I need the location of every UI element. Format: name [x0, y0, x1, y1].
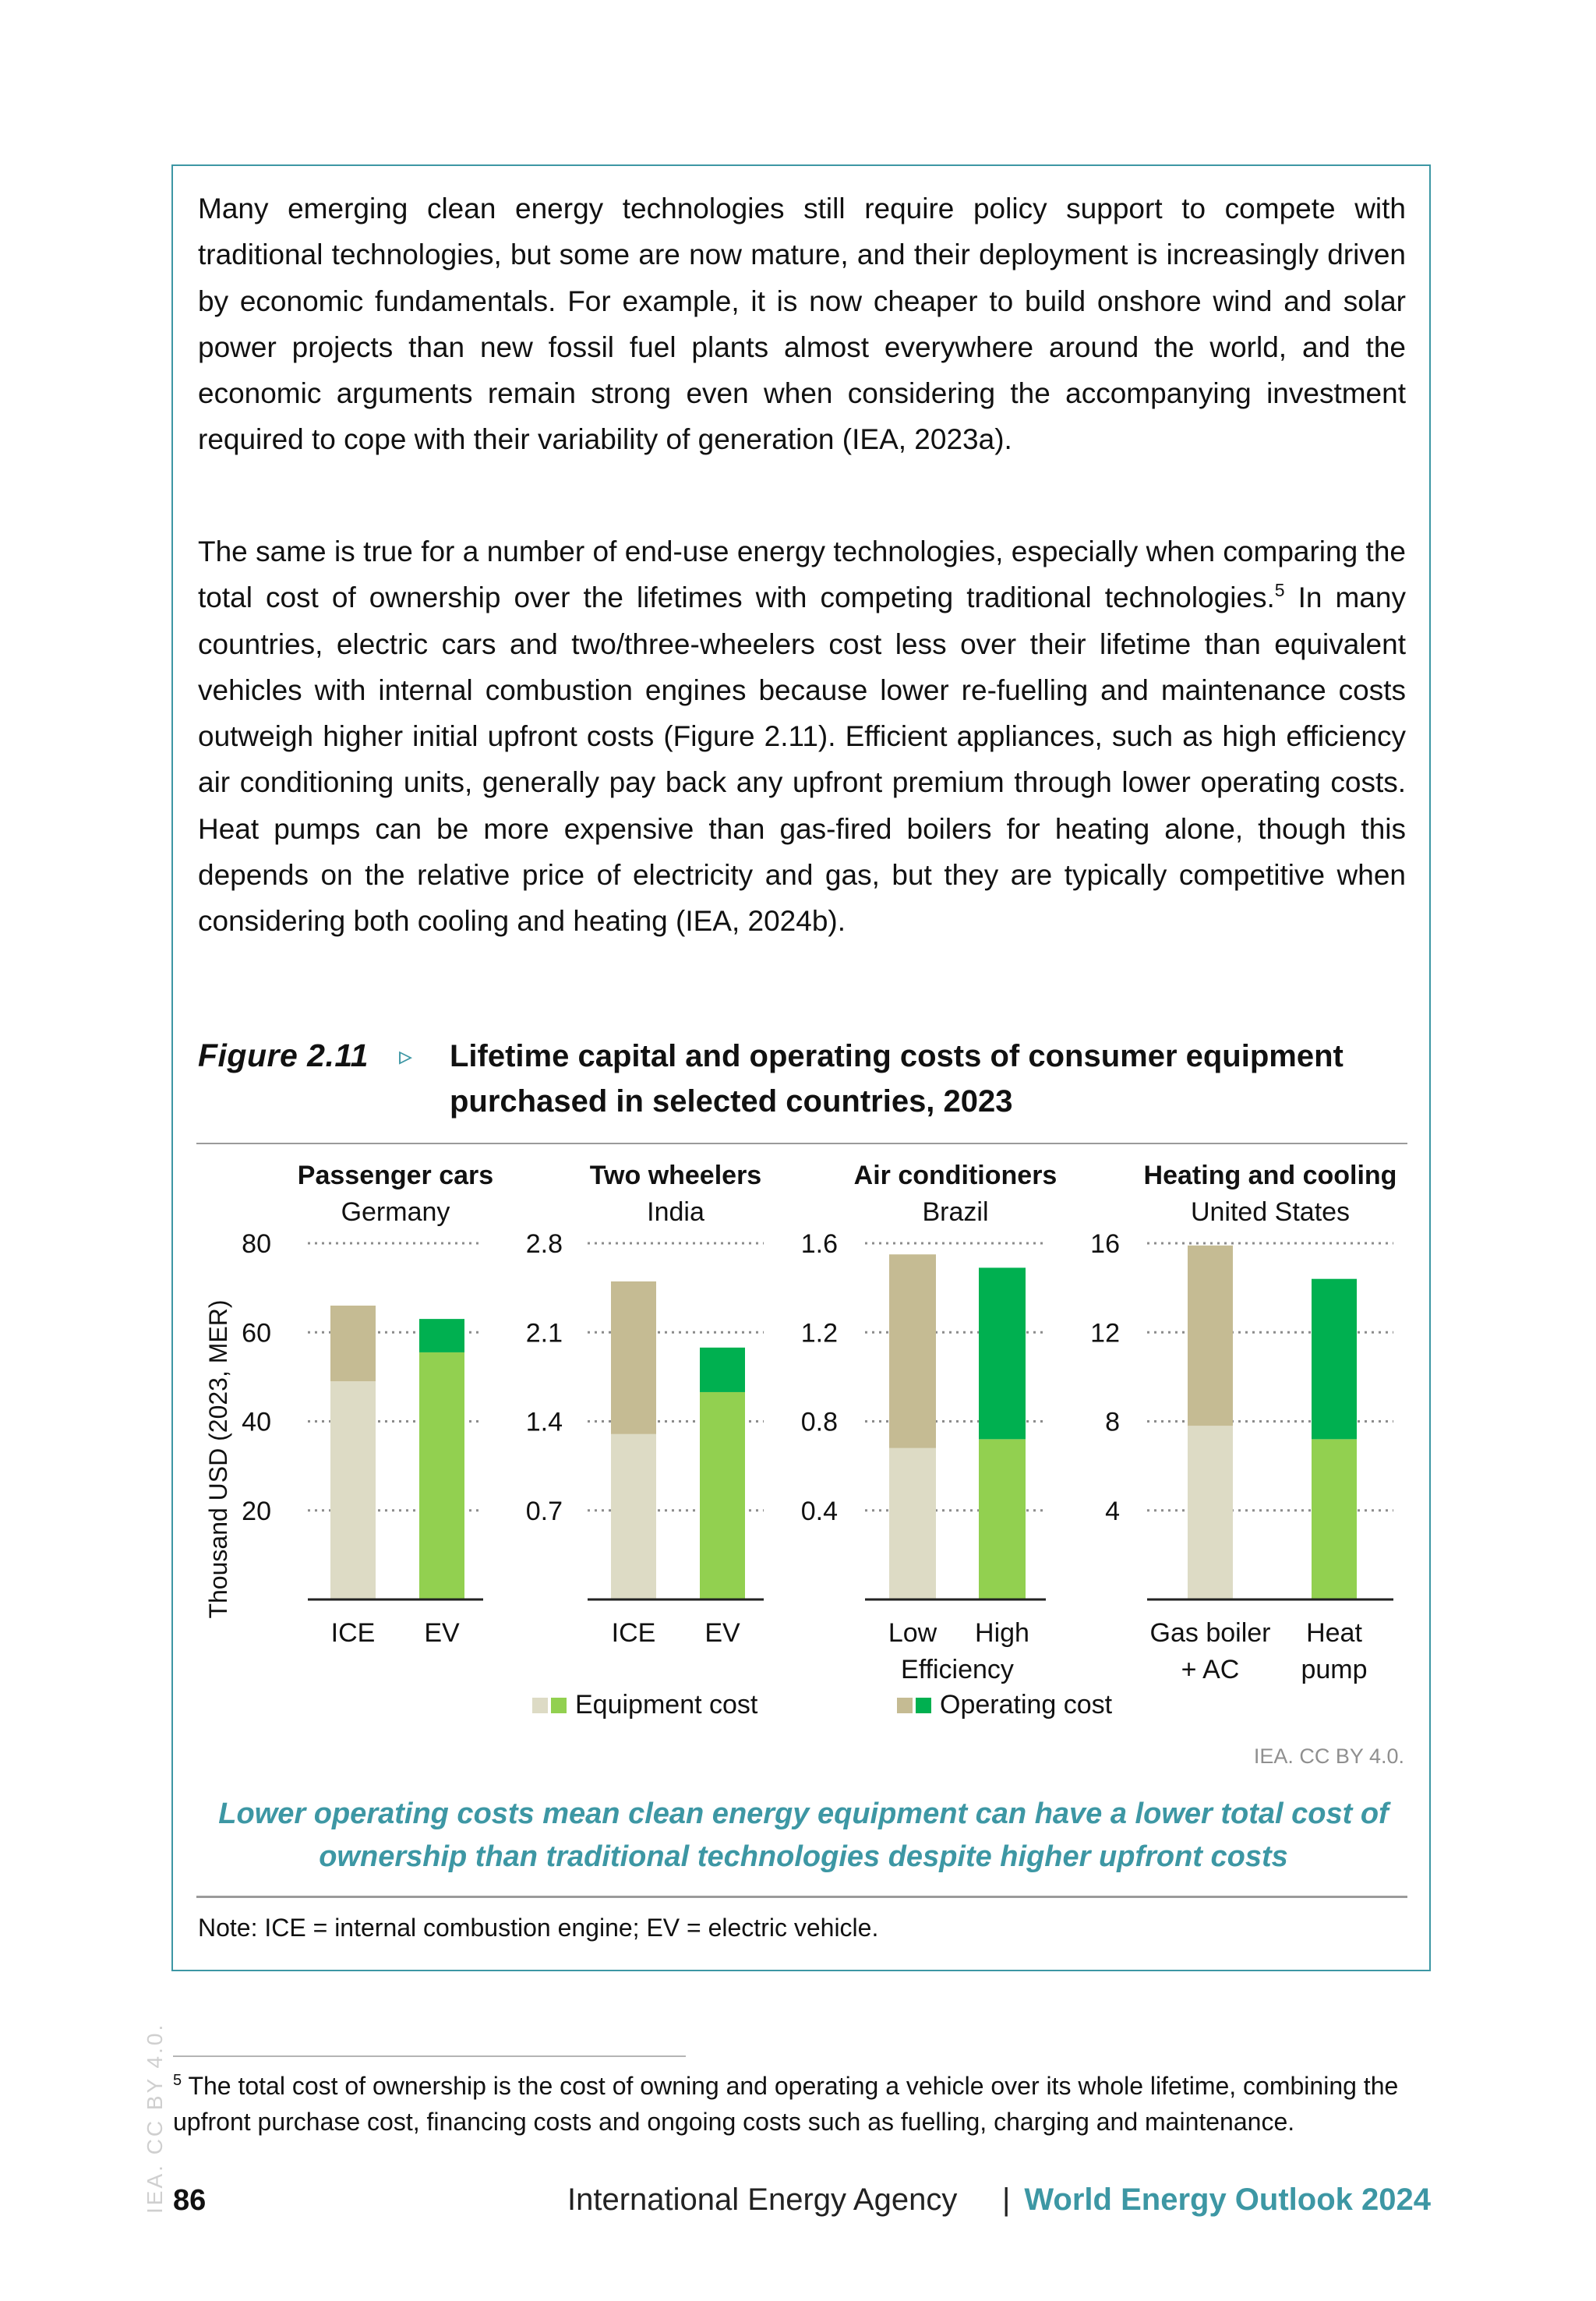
- y-tick-label: 2.1: [525, 1318, 563, 1348]
- y-tick-label: 12: [1090, 1318, 1120, 1348]
- x-category-label: High: [975, 1618, 1029, 1648]
- x-category-label: Gas boiler: [1149, 1618, 1271, 1648]
- y-axis-label: Thousand USD (2023, MER): [204, 1299, 232, 1619]
- x-category-label: ICE: [611, 1618, 656, 1648]
- figure-title: Lifetime capital and operating costs of consumer equipment purchased in selected countries, 2023: [450, 1039, 1344, 1119]
- bar-operating-cost: [611, 1281, 656, 1434]
- side-watermark: IEA. CC BY 4.0.: [143, 2022, 167, 2214]
- y-tick-label: 60: [242, 1318, 271, 1348]
- y-tick-label: 20: [242, 1496, 271, 1526]
- y-tick-label: 8: [1105, 1407, 1120, 1437]
- bar-equipment-cost: [700, 1392, 745, 1599]
- legend-label-operating: Operating cost: [940, 1690, 1113, 1720]
- legend-label-equipment: Equipment cost: [575, 1690, 758, 1720]
- legend-swatch-equipment-traditional: [532, 1698, 548, 1713]
- paragraph-2-text-b: In many countries, electric cars and two/three-wheelers cost less over their lifetime than equivalent vehicles with internal combustion engines because lower re-fuelling and maintenance costs outweigh higher initial upfront costs (Figure 2.11). Efficient appliances, such as high efficiency air conditioning units, generally pay back any upfront premium through lower operating costs. Heat pumps can be more expensive than gas-fired boilers for heating alone, though this depends on the relative price of electricity and gas, but they are typically competitive when considering both cooling and heating (IEA, 2024b).: [198, 581, 1406, 938]
- figure-caption: Lower operating costs mean clean energy equipment can have a lower total cost of ownership than traditional technologies despite higher upfront costs: [218, 1797, 1389, 1873]
- y-tick-label: 2.8: [525, 1229, 563, 1259]
- x-category-label: pump: [1301, 1655, 1368, 1684]
- y-tick-label: 16: [1090, 1229, 1120, 1259]
- figure-credit: IEA. CC BY 4.0.: [1253, 1744, 1404, 1768]
- x-group-label: Efficiency: [901, 1655, 1014, 1684]
- y-tick-label: 1.6: [800, 1229, 838, 1259]
- x-category-label: ICE: [330, 1618, 376, 1648]
- panel-title: Heating and cooling: [1143, 1161, 1397, 1190]
- legend-swatch-equipment-clean: [551, 1698, 567, 1713]
- paragraph-2-text-a: The same is true for a number of end-use energy technologies, especially when comparing the total cost of ownership over the lifetimes with competing traditional technologies.: [198, 535, 1406, 614]
- footer-separator: |: [1002, 2183, 1011, 2217]
- x-category-label: Heat: [1306, 1618, 1362, 1648]
- footnote: [173, 2068, 1432, 2140]
- bar-operating-cost: [889, 1254, 936, 1447]
- footnote-rule: [173, 2055, 686, 2057]
- x-category-label: Low: [888, 1618, 937, 1648]
- legend-swatch-operating-clean: [916, 1698, 931, 1713]
- panel-title: Passenger cars: [297, 1161, 494, 1190]
- bar-equipment-cost: [611, 1434, 656, 1599]
- footnote-number: 5: [173, 2072, 182, 2089]
- figure-note: Note: ICE = internal combustion engine; EV = electric vehicle.: [198, 1914, 879, 1942]
- page-number: 86: [173, 2184, 207, 2217]
- x-category-label: EV: [424, 1618, 460, 1648]
- panel-subtitle: United States: [1190, 1197, 1351, 1227]
- bar-equipment-cost: [979, 1439, 1026, 1599]
- x-category-label: EV: [704, 1618, 740, 1648]
- footnote-text: The total cost of ownership is the cost of owning and operating a vehicle over its whole lifetime, combining the upfront purchase cost, financing costs and ongoing costs such as fuelling, charging and maintenance.: [173, 2072, 1399, 2136]
- bar-operating-cost: [330, 1306, 376, 1381]
- bar-operating-cost: [1188, 1246, 1233, 1426]
- figure-bottom-rule: [196, 1896, 1407, 1898]
- y-tick-label: 4: [1105, 1496, 1120, 1526]
- bar-operating-cost: [419, 1319, 464, 1352]
- y-tick-label: 0.4: [800, 1496, 838, 1526]
- y-tick-label: 80: [242, 1229, 271, 1259]
- paragraph-1-text: Many emerging clean energy technologies still require policy support to compete with traditional technologies, but some are now mature, and their deployment is increasingly driven by economic fundamentals. For example, it is now cheaper to build onshore wind and solar power projects than new fossil fuel plants almost everywhere around the world, and the economic arguments remain strong even when considering the accompanying investment required to cope with their variability of generation (IEA, 2023a).: [198, 193, 1406, 456]
- y-tick-label: 1.2: [800, 1318, 838, 1348]
- y-tick-label: 40: [242, 1407, 271, 1437]
- x-category-label: + AC: [1181, 1655, 1240, 1684]
- legend-swatch-operating-traditional: [897, 1698, 913, 1713]
- bar-equipment-cost: [1188, 1426, 1233, 1599]
- footer-publication-title: World Energy Outlook 2024: [1024, 2183, 1431, 2217]
- bar-equipment-cost: [889, 1448, 936, 1599]
- panel-subtitle: India: [647, 1197, 704, 1227]
- y-tick-label: 0.8: [800, 1407, 838, 1437]
- panel-subtitle: Germany: [341, 1197, 450, 1227]
- panel-title: Air conditioners: [853, 1161, 1058, 1190]
- figure-arrow-icon: ▹: [399, 1041, 413, 1071]
- figure-label: Figure 2.11: [198, 1037, 369, 1073]
- footnote-reference[interactable]: 5: [1274, 580, 1285, 601]
- bar-operating-cost: [1312, 1279, 1357, 1440]
- bar-operating-cost: [979, 1267, 1026, 1439]
- bar-equipment-cost: [330, 1381, 376, 1599]
- footer-publisher: International Energy Agency: [567, 2183, 958, 2217]
- bar-operating-cost: [700, 1348, 745, 1392]
- bar-equipment-cost: [1312, 1439, 1357, 1599]
- y-tick-label: 1.4: [525, 1407, 563, 1437]
- panel-title: Two wheelers: [589, 1161, 762, 1190]
- y-tick-label: 0.7: [525, 1496, 563, 1526]
- bar-equipment-cost: [419, 1352, 464, 1599]
- panel-subtitle: Brazil: [922, 1197, 989, 1227]
